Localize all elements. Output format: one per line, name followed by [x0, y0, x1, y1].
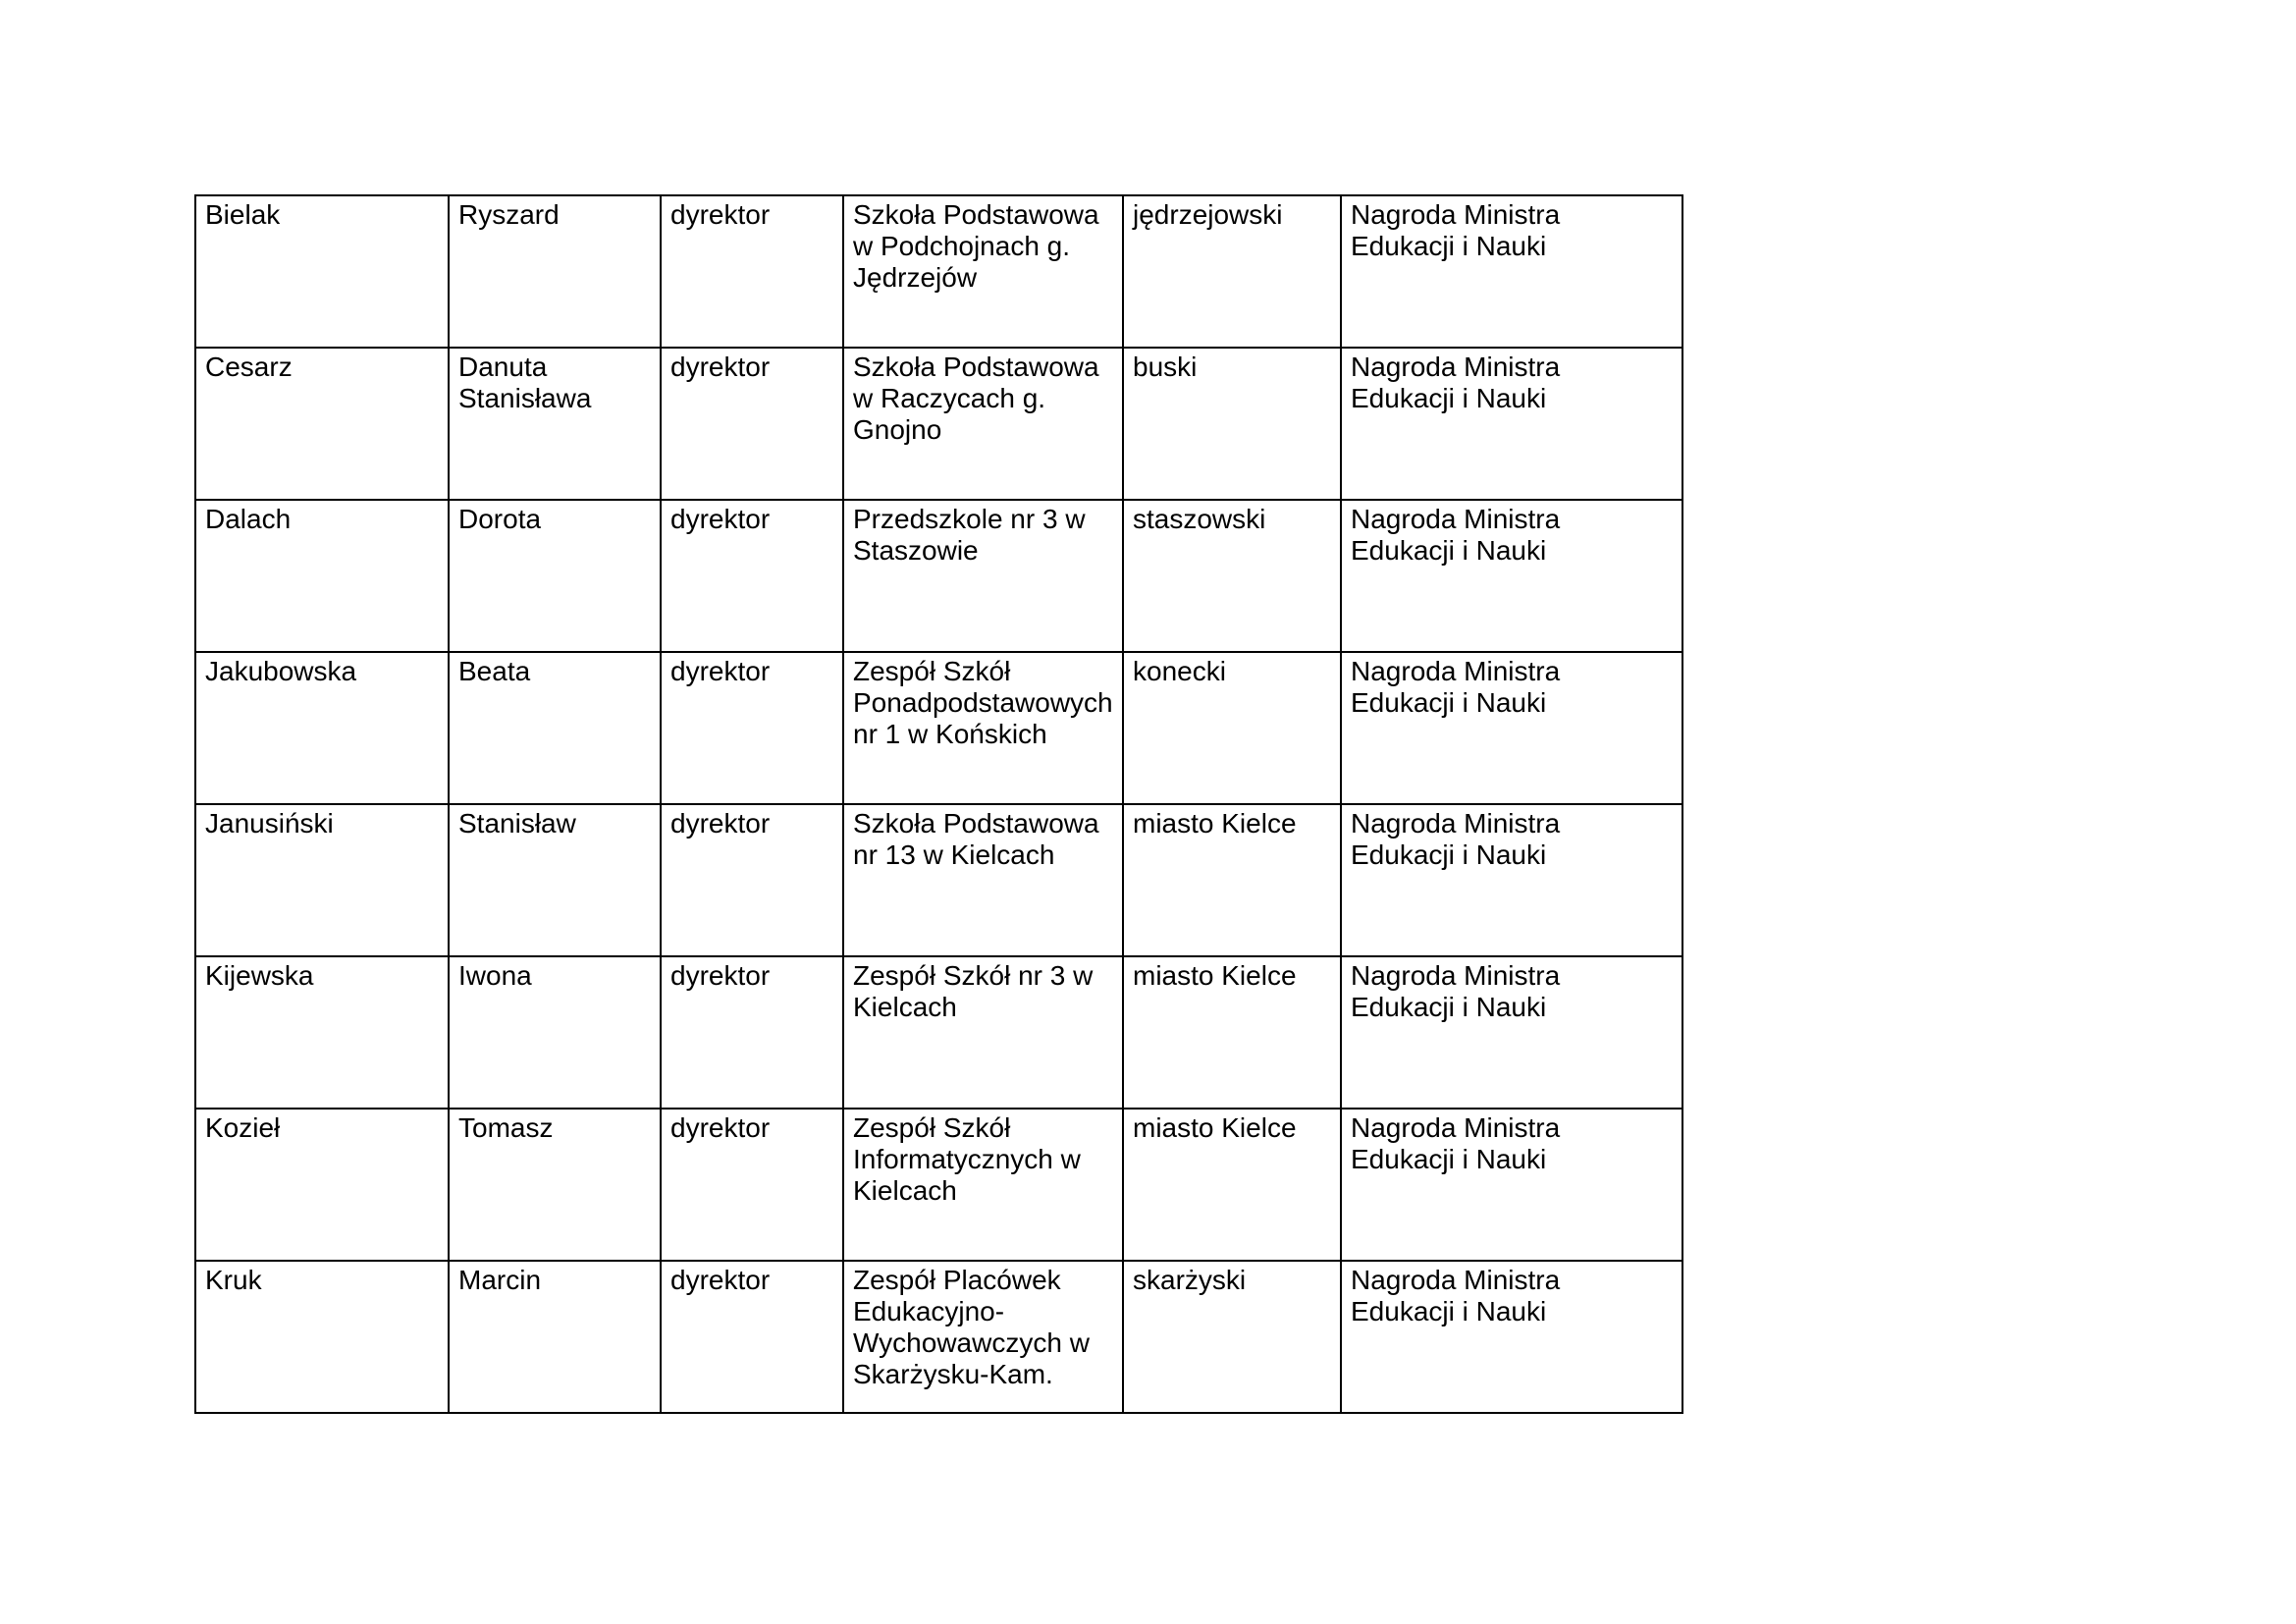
award-cell: Nagroda Ministra Edukacji i Nauki — [1341, 1109, 1682, 1261]
table-row — [195, 804, 1682, 956]
institution-cell: Zespół Szkół Ponadpodstawowych nr 1 w Końskich — [843, 652, 1123, 804]
award-cell: Nagroda Ministra Edukacji i Nauki — [1341, 500, 1682, 652]
position-cell: dyrektor — [661, 804, 843, 956]
position-cell: dyrektor — [661, 195, 843, 348]
district-cell: jędrzejowski — [1123, 195, 1341, 348]
district-cell: miasto Kielce — [1123, 956, 1341, 1109]
position-cell: dyrektor — [661, 1261, 843, 1413]
surname-cell: Kozieł — [195, 1109, 449, 1261]
position-cell: dyrektor — [661, 500, 843, 652]
institution-cell: Szkoła Podstawowa nr 13 w Kielcach — [843, 804, 1123, 956]
institution-cell: Zespół Placówek Edukacyjno- Wychowawczych w Skarżysku-Kam. — [843, 1261, 1123, 1413]
institution-cell: Zespół Szkół Informatycznych w Kielcach — [843, 1109, 1123, 1261]
position-cell: dyrektor — [661, 652, 843, 804]
district-cell: staszowski — [1123, 500, 1341, 652]
table-row — [195, 652, 1682, 804]
award-cell: Nagroda Ministra Edukacji i Nauki — [1341, 956, 1682, 1109]
first-name-cell: Marcin — [449, 1261, 661, 1413]
table-row — [195, 348, 1682, 500]
institution-cell: Szkoła Podstawowa w Podchojnach g. Jędrzejów — [843, 195, 1123, 348]
position-cell: dyrektor — [661, 348, 843, 500]
table-row — [195, 500, 1682, 652]
first-name-cell: Beata — [449, 652, 661, 804]
surname-cell: Kijewska — [195, 956, 449, 1109]
table-row — [195, 956, 1682, 1109]
first-name-cell: Ryszard — [449, 195, 661, 348]
institution-cell: Szkoła Podstawowa w Raczycach g. Gnojno — [843, 348, 1123, 500]
first-name-cell: Tomasz — [449, 1109, 661, 1261]
first-name-cell: Dorota — [449, 500, 661, 652]
first-name-cell: Iwona — [449, 956, 661, 1109]
first-name-cell: Danuta Stanisława — [449, 348, 661, 500]
institution-cell: Zespół Szkół nr 3 w Kielcach — [843, 956, 1123, 1109]
table-row — [195, 1261, 1682, 1413]
district-cell: buski — [1123, 348, 1341, 500]
surname-cell: Cesarz — [195, 348, 449, 500]
award-cell: Nagroda Ministra Edukacji i Nauki — [1341, 348, 1682, 500]
award-cell: Nagroda Ministra Edukacji i Nauki — [1341, 1261, 1682, 1413]
table-row — [195, 1109, 1682, 1261]
surname-cell: Janusiński — [195, 804, 449, 956]
surname-cell: Jakubowska — [195, 652, 449, 804]
position-cell: dyrektor — [661, 956, 843, 1109]
awards-table — [194, 194, 1683, 1414]
surname-cell: Bielak — [195, 195, 449, 348]
surname-cell: Dalach — [195, 500, 449, 652]
table-row — [195, 195, 1682, 348]
surname-cell: Kruk — [195, 1261, 449, 1413]
district-cell: miasto Kielce — [1123, 1109, 1341, 1261]
district-cell: skarżyski — [1123, 1261, 1341, 1413]
position-cell: dyrektor — [661, 1109, 843, 1261]
award-cell: Nagroda Ministra Edukacji i Nauki — [1341, 195, 1682, 348]
first-name-cell: Stanisław — [449, 804, 661, 956]
district-cell: konecki — [1123, 652, 1341, 804]
institution-cell: Przedszkole nr 3 w Staszowie — [843, 500, 1123, 652]
district-cell: miasto Kielce — [1123, 804, 1341, 956]
award-cell: Nagroda Ministra Edukacji i Nauki — [1341, 804, 1682, 956]
award-cell: Nagroda Ministra Edukacji i Nauki — [1341, 652, 1682, 804]
